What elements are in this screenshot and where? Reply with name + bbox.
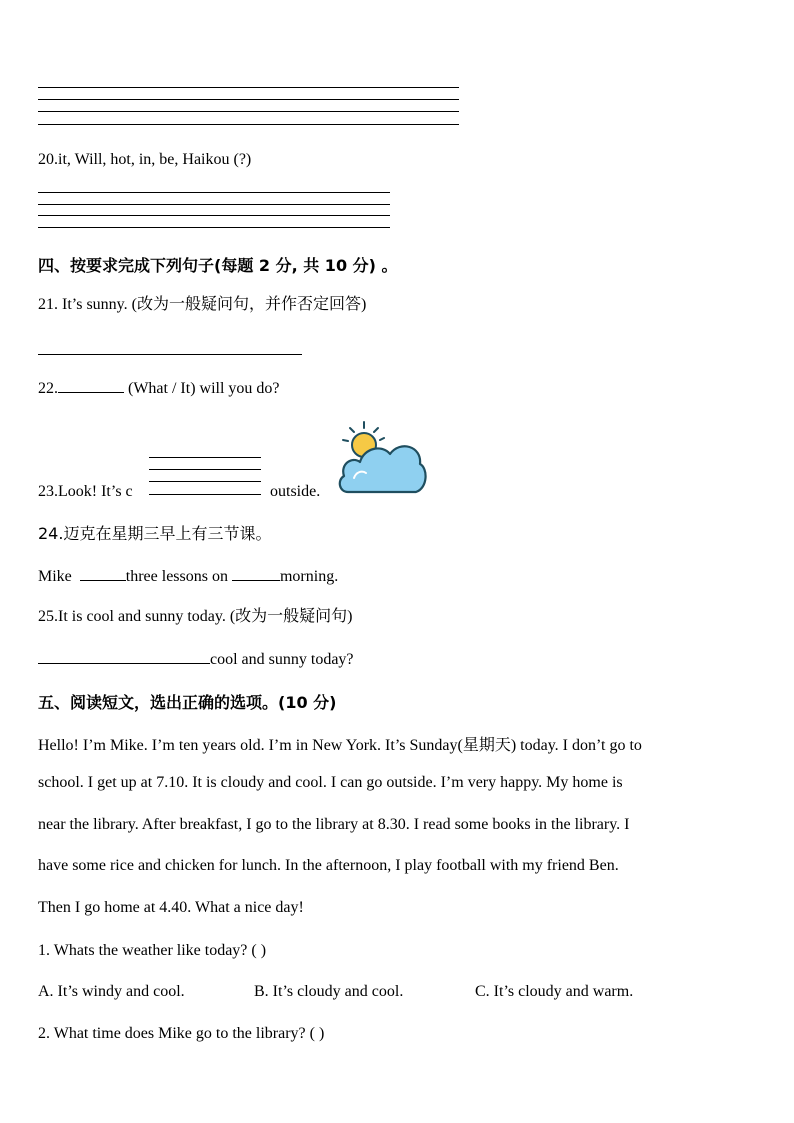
answer-line [38, 215, 390, 216]
question-24 [38, 566, 338, 587]
question-22 [38, 378, 280, 399]
question-20: 20.it, Will, hot, in, be, Haikou (?) [38, 151, 252, 168]
answer-line [38, 227, 390, 228]
passage-line: Hello! I’m Mike. I’m ten years old. I’m in New York. It’s Sunday(星期天) today. I don’t go to [38, 737, 642, 754]
answer-line [38, 124, 459, 125]
passage-line: Then I go home at 4.40. What a nice day! [38, 899, 304, 916]
option-c[interactable]: C. It’s cloudy and warm. [475, 983, 634, 1000]
answer-line [38, 204, 390, 205]
question-22-text: (What / It) will you do? [128, 380, 280, 397]
answer-line [38, 111, 459, 112]
section-5-heading: 五、阅读短文，选出正确的选项。(10 分) [38, 693, 337, 712]
answer-line [149, 457, 261, 458]
question-25: 25.It is cool and sunny today. (改为一般疑问句) [38, 608, 353, 625]
question-24-part-b: three lessons on [125, 568, 228, 585]
sun-behind-cloud-icon [334, 418, 430, 498]
answer-line [149, 469, 261, 470]
answer-line [38, 87, 459, 88]
answer-blank-q24-2[interactable] [232, 566, 280, 581]
question-23-suffix: outside. [270, 483, 321, 500]
answer-line [149, 494, 261, 495]
section-4-heading: 四、按要求完成下列句子(每题 2 分, 共 10 分) 。 [38, 256, 398, 275]
answer-blank-q22[interactable] [58, 378, 124, 393]
passage-line: school. I get up at 7.10. It is cloudy and cool. I can go outside. I’m very happy. My home is [38, 774, 623, 791]
option-a[interactable]: A. It’s windy and cool. [38, 983, 185, 1000]
reading-question-2: 2. What time does Mike go to the library? ( ) [38, 1025, 325, 1042]
cloud-shape [340, 446, 426, 492]
answer-line [38, 99, 459, 100]
question-24-chinese: 24.迈克在星期三早上有三节课。 [38, 524, 272, 543]
question-24-part-a: Mike [38, 568, 72, 585]
answer-line [149, 481, 261, 482]
question-23-prefix: 23.Look! It’s c [38, 483, 133, 500]
answer-line-q21 [38, 354, 302, 355]
question-25-suffix: cool and sunny today? [210, 651, 354, 668]
option-b[interactable]: B. It’s cloudy and cool. [254, 983, 404, 1000]
passage-line: near the library. After breakfast, I go to the library at 8.30. I read some books in the library. I [38, 816, 630, 833]
passage-line: have some rice and chicken for lunch. In the afternoon, I play football with my friend Ben. [38, 857, 619, 874]
question-22-number: 22. [38, 380, 58, 397]
answer-blank-q25[interactable] [38, 649, 210, 664]
question-21: 21. It’s sunny. (改为一般疑问句，并作否定回答) [38, 296, 367, 313]
answer-blank-q24-1[interactable] [80, 566, 126, 581]
answer-line [38, 192, 390, 193]
question-25-answer [38, 649, 354, 670]
reading-question-1: 1. Whats the weather like today? ( ) [38, 942, 267, 959]
question-24-part-c: morning. [279, 568, 339, 585]
